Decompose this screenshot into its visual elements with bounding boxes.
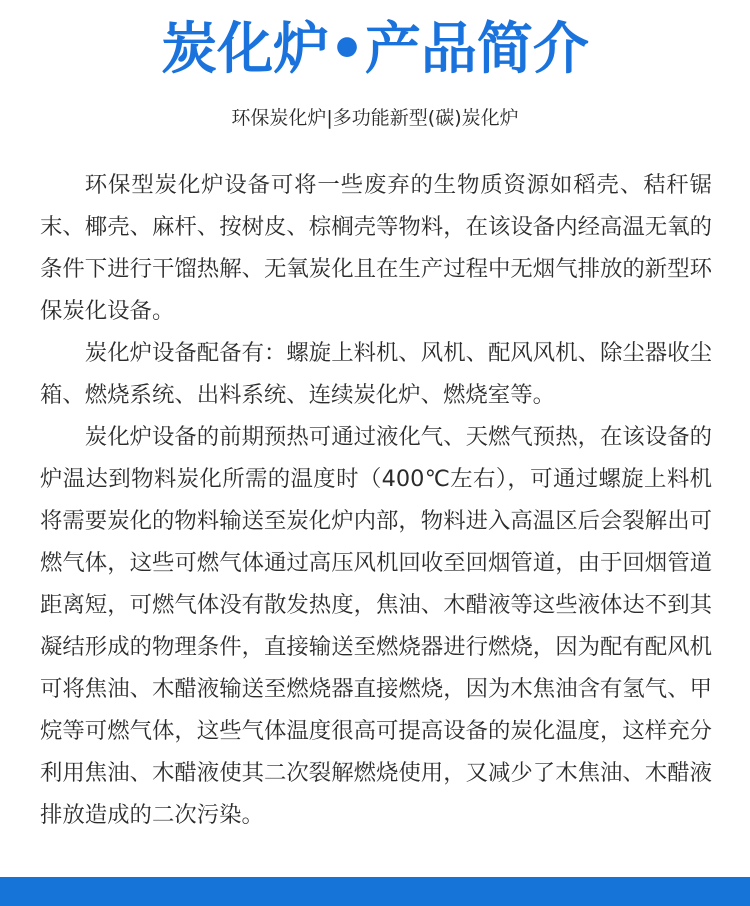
page-title: 炭化炉•产品简介	[161, 17, 589, 82]
product-description	[40, 164, 712, 836]
paragraph-intro: 环保型炭化炉设备可将一些废弃的生物质资源如稻壳、秸秆锯末、椰壳、麻杆、按树皮、棕榈壳等物料，在该设备内经高温无氧的条件下进行干馏热解、无氧炭化且在生产过程中无烟气排放的新型环保炭化设备。	[40, 172, 712, 324]
page-subtitle: 环保炭化炉|多功能新型(碳)炭化炉	[231, 107, 519, 129]
bottom-bar	[0, 877, 750, 906]
paragraph-process: 炭化炉设备的前期预热可通过液化气、天燃气预热，在该设备的炉温达到物料炭化所需的温度时（400℃左右），可通过螺旋上料机将需要炭化的物料输送至炭化炉内部，物料进入高温区后会裂解出可燃气体，这些可燃气体通过高压风机回收至回烟管道，由于回烟管道距离短，可燃气体没有散发热度，焦油、木醋液等这些液体达不到其凝结形成的物理条件，直接输送至燃烧器进行燃烧，因为配有配风机可将焦油、木醋液输送至燃烧器直接燃烧，因为木焦油含有氢气、甲烷等可燃气体，这些气体温度很高可提高设备的炭化温度，这样充分利用焦油、木醋液使其二次裂解燃烧使用，又减少了木焦油、木醋液排放造成的二次污染。	[40, 424, 712, 828]
paragraph-equipment: 炭化炉设备配备有：螺旋上料机、风机、配风风机、除尘器收尘箱、燃烧系统、出料系统、连续炭化炉、燃烧室等。	[40, 340, 712, 408]
